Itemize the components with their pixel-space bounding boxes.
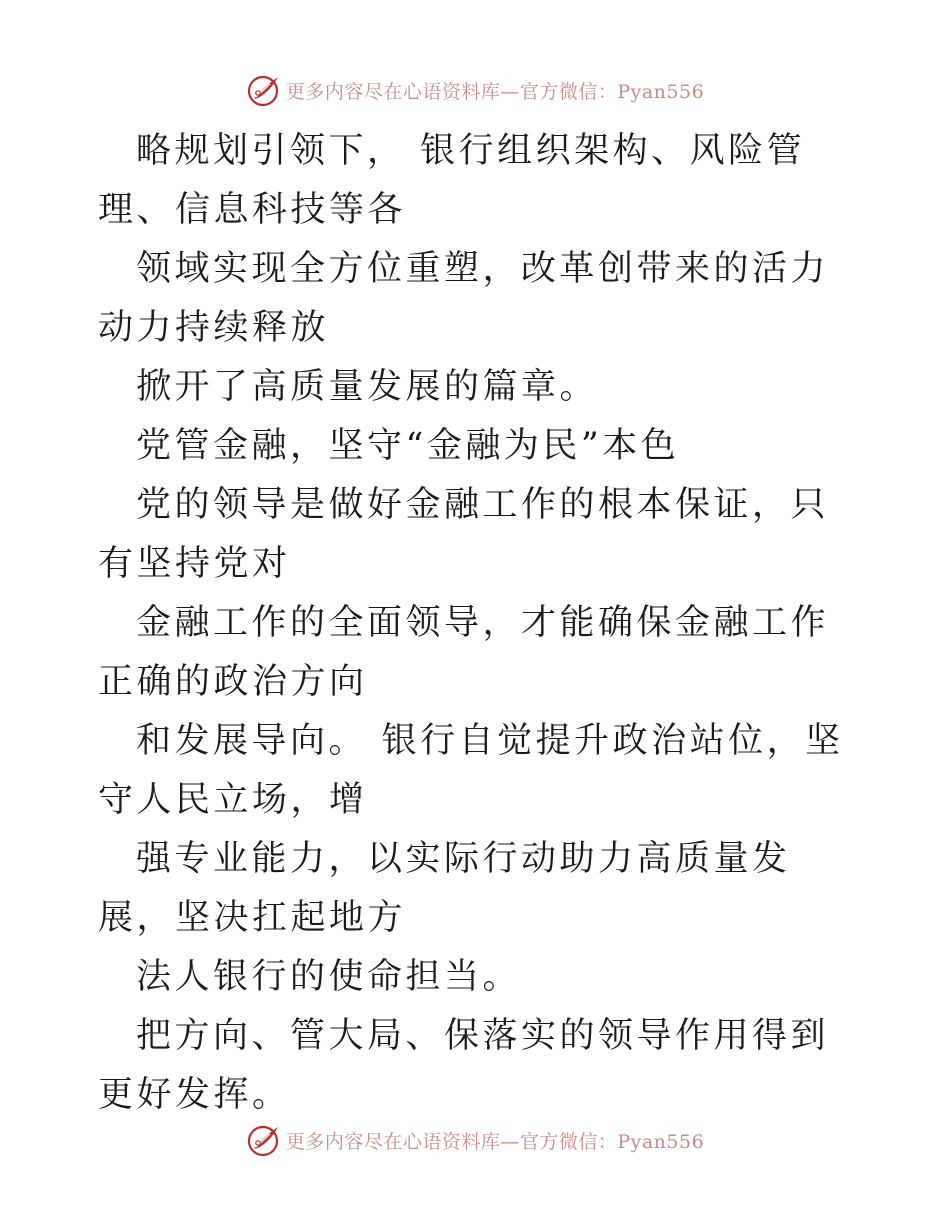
feather-pen-logo-icon bbox=[246, 72, 282, 108]
paragraph: 领域实现全方位重塑，改革创带来的活力动力持续释放 bbox=[98, 249, 830, 348]
paragraph: 金融工作的全面领导，才能确保金融工作正确的政治方向 bbox=[98, 603, 830, 702]
feather-pen-logo-icon bbox=[246, 1122, 282, 1158]
paragraph: 略规划引领下， 银行组织架构、风险管理、信息科技等各 bbox=[98, 131, 806, 230]
document-body bbox=[98, 122, 858, 1125]
header-watermark bbox=[0, 70, 950, 110]
paragraph: 党的领导是做好金融工作的根本保证，只有坚持党对 bbox=[98, 485, 830, 584]
watermark-text: 更多内容尽在心语资料库—官方微信：Pyan556 bbox=[285, 1130, 705, 1153]
paragraph: 强专业能力，以实际行动助力高质量发展，坚决扛起地方 bbox=[98, 839, 791, 938]
paragraph: 把方向、管大局、保落实的领导作用得到更好发挥。 bbox=[98, 1016, 830, 1115]
paragraph: 党管金融，坚守“金融为民”本色 bbox=[136, 426, 680, 466]
paragraph: 掀开了高质量发展的篇章。 bbox=[136, 367, 599, 407]
paragraph: 法人银行的使命担当。 bbox=[136, 957, 522, 997]
paragraph: 和发展导向。 银行自觉提升政治站位，坚守人民立场，增 bbox=[98, 721, 844, 820]
watermark-text: 更多内容尽在心语资料库—官方微信：Pyan556 bbox=[285, 80, 705, 103]
footer-watermark bbox=[0, 1120, 950, 1160]
